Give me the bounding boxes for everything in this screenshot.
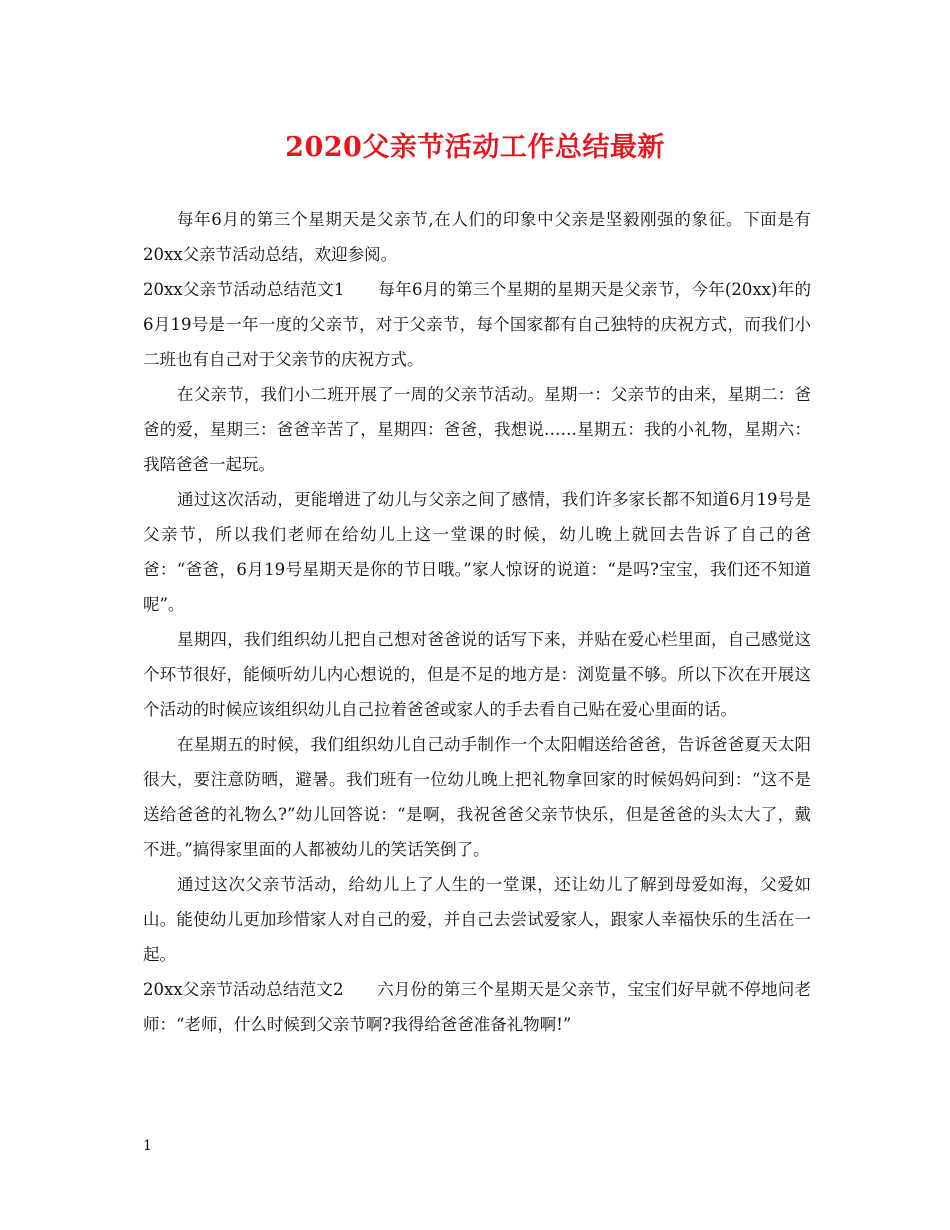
paragraph-conclusion: 通过这次父亲节活动，给幼儿上了人生的一堂课，还让幼儿了解到母爱如海，父爱如山。能使幼儿更加珍惜家人对自己的爱，并自己去尝试爱家人，跟家人幸福快乐的生活在一起。 <box>143 875 811 964</box>
paragraph-friday: 在星期五的时候，我们组织幼儿自己动手制作一个太阳帽送给爸爸，告诉爸爸夏天太阳很大，要注意防晒，避暑。我们班有一位幼儿晚上把礼物拿回家的时候妈妈问到：“这不是送给爸爸的礼物么?”幼儿回答说：“是啊，我祝爸爸父亲节快乐，但是爸爸的头太大了，戴不进。”搞得家里面的人都被幼儿的笑话笑倒了。 <box>143 735 811 859</box>
page-number: 1 <box>143 1138 152 1154</box>
document-body <box>143 202 811 1042</box>
paragraph-activity-effect: 通过这次活动，更能增进了幼儿与父亲之间了感情，我们许多家长都不知道6月19号是父亲节，所以我们老师在给幼儿上这一堂课的时候，幼儿晚上就回去告诉了自己的爸爸：“爸爸，6月19号星期天是你的节日哦。”家人惊讶的说道：“是吗?宝宝，我们还不知道呢”。 <box>143 490 811 614</box>
paragraph-week-activities: 在父亲节，我们小二班开展了一周的父亲节活动。星期一：父亲节的由来，星期二：爸爸的爱，星期三：爸爸辛苦了，星期四：爸爸，我想说……星期五：我的小礼物，星期六：我陪爸爸一起玩。 <box>143 385 811 474</box>
paragraph-sample-1-heading: 20xx父亲节活动总结范文1 每年6月的第三个星期的星期天是父亲节，今年(20xx)年的6月19号是一年一度的父亲节，对于父亲节，每个国家都有自己独特的庆祝方式，而我们小二班也有自己对于父亲节的庆祝方式。 <box>143 280 811 369</box>
paragraph-sample-2-heading: 20xx父亲节活动总结范文2 六月份的第三个星期天是父亲节，宝宝们好早就不停地问老师：“老师，什么时候到父亲节啊?我得给爸爸准备礼物啊!” <box>143 980 811 1034</box>
paragraph-intro: 每年6月的第三个星期天是父亲节,在人们的印象中父亲是坚毅刚强的象征。下面是有20xx父亲节活动总结，欢迎参阅。 <box>143 210 811 264</box>
document-title: 2020父亲节活动工作总结最新 <box>285 132 665 163</box>
paragraph-thursday: 星期四，我们组织幼儿把自己想对爸爸说的话写下来，并贴在爱心栏里面，自己感觉这个环节很好，能倾听幼儿内心想说的，但是不足的地方是：浏览量不够。所以下次在开展这个活动的时候应该组织幼儿自己拉着爸爸或家人的手去看自己贴在爱心里面的话。 <box>143 630 811 719</box>
